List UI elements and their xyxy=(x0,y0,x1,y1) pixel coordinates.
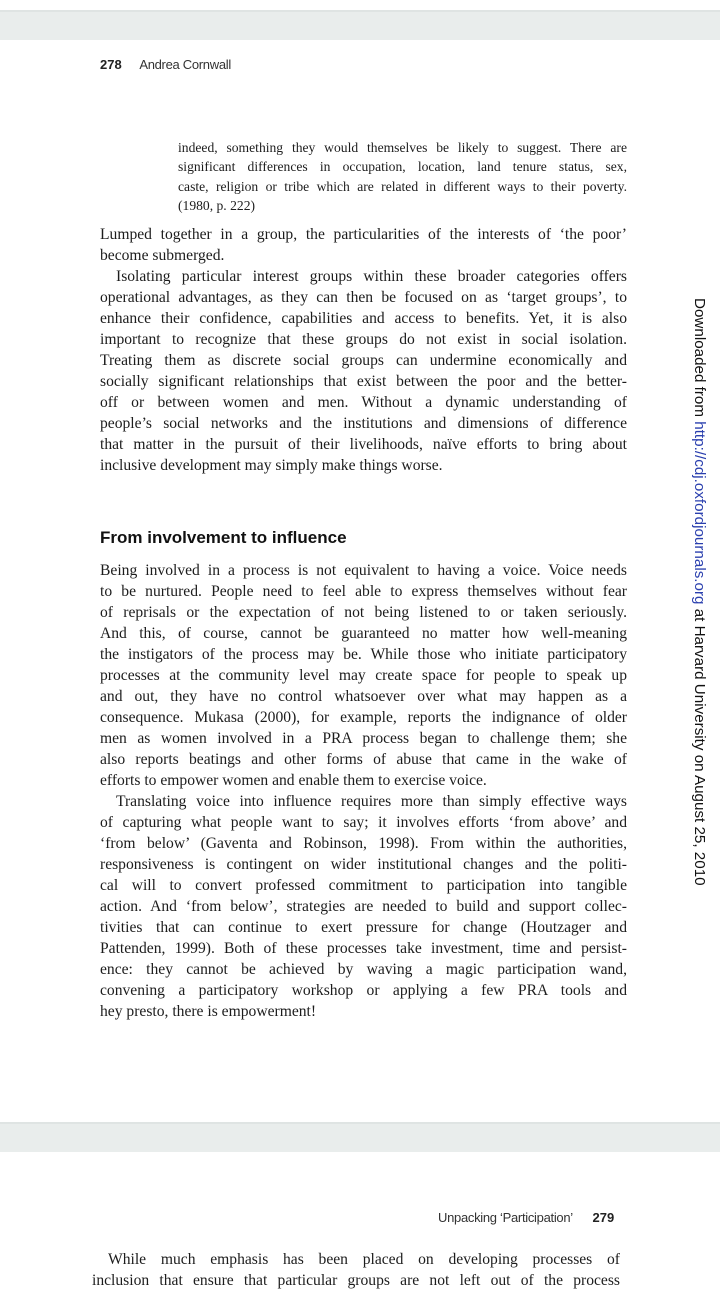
text-line: and out, they have no control whatsoever over what may happen as a xyxy=(100,688,627,705)
text-line: inclusion that ensure that particular groups are not left out of the process xyxy=(92,1272,620,1289)
text-line: off or between women and men. Without a dynamic understanding of xyxy=(100,394,627,411)
page-number: 278 xyxy=(100,57,122,72)
page-number: 279 xyxy=(592,1210,615,1225)
text-line: processes at the community level may create space for people to speak up xyxy=(100,667,627,684)
text-line: cal will to convert professed commitment to participation into tangible xyxy=(100,877,627,894)
page-279 xyxy=(0,1154,720,1289)
page-gap-middle xyxy=(0,1122,720,1152)
running-head xyxy=(438,1210,614,1225)
page-278 xyxy=(0,42,720,1122)
text-line: efforts to empower women and enable them to exercise voice. xyxy=(100,772,487,789)
text-line: indeed, something they would themselves be likely to suggest. There are xyxy=(178,140,627,155)
text-line: Lumped together in a group, the particularities of the interests of ‘the poor’ xyxy=(100,226,627,243)
text-line: become submerged. xyxy=(100,247,225,264)
running-head xyxy=(100,57,231,72)
running-title: Andrea Cornwall xyxy=(139,57,231,72)
paragraph-2 xyxy=(100,266,627,476)
text-line: And this, of course, cannot be guaranteed no matter how well-meaning xyxy=(100,625,627,642)
text-line: inclusive development may simply make things worse. xyxy=(100,457,443,474)
section-heading: From involvement to influence xyxy=(100,528,347,547)
text-line: tivities that can continue to exert pressure for change (Houtzager and xyxy=(100,919,627,936)
text-line: action. And ‘from below’, strategies are needed to build and support collec- xyxy=(100,898,627,915)
download-watermark xyxy=(686,298,708,886)
page-gap-top xyxy=(0,10,720,40)
text-line: to be nurtured. People need to feel able to express themselves without fear xyxy=(100,583,627,600)
watermark-link[interactable]: http://cdj.oxfordjournals.org xyxy=(691,421,708,605)
paragraph-3 xyxy=(100,560,627,791)
text-line: the instigators of the process may be. While those who initiate participatory xyxy=(100,646,627,663)
text-line: Pattenden, 1999). Both of these processes take investment, time and persist- xyxy=(100,940,627,957)
text-line: important to recognize that these groups do not exist in social isolation. xyxy=(100,331,627,348)
paragraph-4 xyxy=(100,791,627,1022)
text-line: operational advantages, as they can then be focused on as ‘target groups’, to xyxy=(100,289,627,306)
block-quote xyxy=(178,138,627,216)
text-line: caste, religion or tribe which are related in different ways to their poverty. xyxy=(178,178,627,194)
text-line: ence: they cannot be achieved by waving a magic participation wand, xyxy=(100,961,627,978)
text-line: (1980, p. 222) xyxy=(178,198,256,214)
text-line: Treating them as discrete social groups can undermine economically and xyxy=(100,352,627,369)
text-line: of reprisals or the expectation of not being listened to or taken seriously. xyxy=(100,604,627,621)
text-line: enhance their confidence, capabilities and access to benefits. Yet, it is also xyxy=(100,310,627,327)
text-line: men as women involved in a PRA process began to challenge them; she xyxy=(100,730,627,747)
text-line: that matter in the pursuit of their livelihoods, naïve efforts to bring about xyxy=(100,436,627,453)
text-line: hey presto, there is empowerment! xyxy=(100,1003,317,1020)
text-line: Translating voice into influence requires more than simply effective ways xyxy=(116,793,627,810)
watermark-prefix: Downloaded from xyxy=(691,298,708,422)
text-line: socially significant relationships that exist between the poor and the better- xyxy=(100,373,627,390)
text-line: people’s social networks and the institutions and dimensions of difference xyxy=(100,415,627,432)
text-line: ‘from below’ (Gaventa and Robinson, 1998). From within the authorities, xyxy=(100,835,627,852)
text-line: While much emphasis has been placed on developing processes of xyxy=(108,1251,620,1268)
text-line: Isolating particular interest groups within these broader categories offers xyxy=(116,268,627,285)
text-line: convening a participatory workshop or applying a few PRA tools and xyxy=(100,982,627,999)
running-title: Unpacking ‘Participation’ xyxy=(438,1210,573,1225)
text-line: significant differences in occupation, location, land tenure status, sex, xyxy=(178,159,627,175)
text-line: of capturing what people want to say; it involves efforts ‘from above’ and xyxy=(100,814,627,831)
text-line: also reports beatings and other forms of abuse that came in the wake of xyxy=(100,751,627,768)
text-line: consequence. Mukasa (2000), for example, reports the indignance of older xyxy=(100,709,627,726)
paragraph-continued xyxy=(92,1249,620,1291)
text-line: responsiveness is contingent on wider institutional changes and the politi- xyxy=(100,856,627,873)
watermark-suffix: at Harvard University on August 25, 2010 xyxy=(691,604,708,886)
paragraph-1 xyxy=(100,224,627,266)
text-line: Being involved in a process is not equivalent to having a voice. Voice needs xyxy=(100,562,627,579)
